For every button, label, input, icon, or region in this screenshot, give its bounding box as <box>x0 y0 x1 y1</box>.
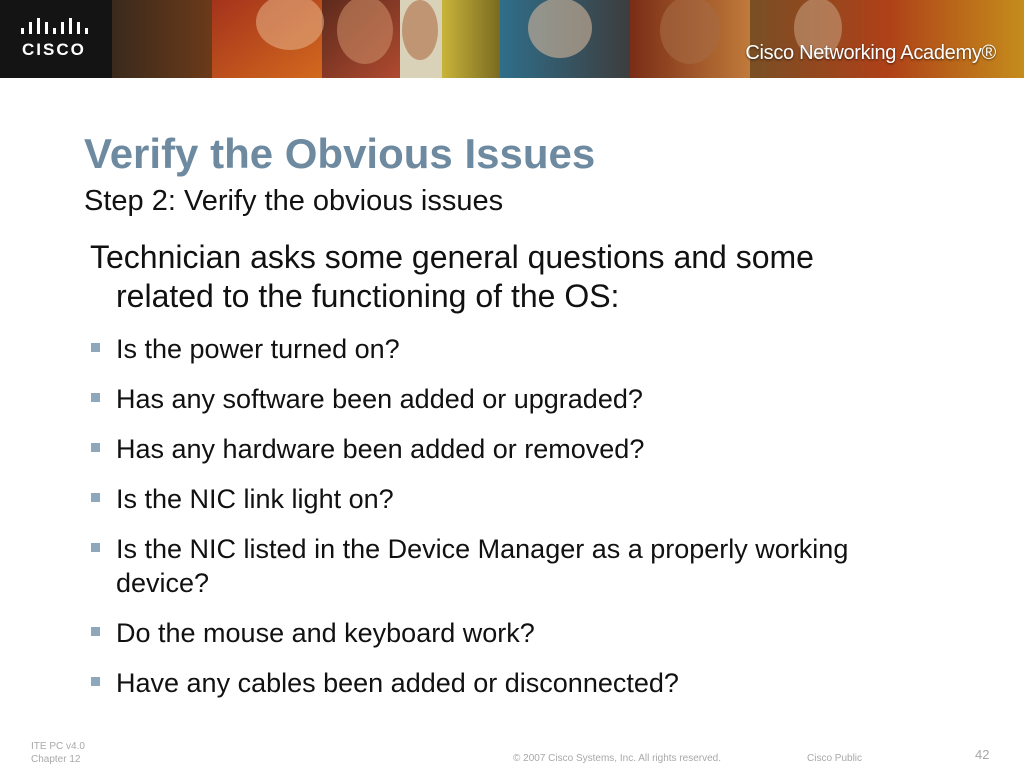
square-bullet-icon <box>91 343 100 352</box>
cisco-logo <box>0 0 112 78</box>
banner-photo-collage <box>0 0 1024 78</box>
list-item <box>88 382 888 416</box>
list-item-text: Is the NIC link light on? <box>116 484 394 514</box>
list-item-text: Has any software been added or upgraded? <box>116 384 643 414</box>
header-banner <box>0 0 1024 78</box>
list-item <box>88 666 888 700</box>
list-item-text: Has any hardware been added or removed? <box>116 434 645 464</box>
copyright-notice: © 2007 Cisco Systems, Inc. All rights reserved. <box>513 753 722 764</box>
chapter-label: Chapter 12 <box>31 754 81 765</box>
intro-text: Technician asks some general questions and some related to the functioning of the OS: <box>90 239 814 314</box>
page-number: 42 <box>975 747 990 762</box>
square-bullet-icon <box>91 493 100 502</box>
square-bullet-icon <box>91 443 100 452</box>
cisco-wordmark: CISCO <box>22 40 86 59</box>
list-item <box>88 482 888 516</box>
slide-title: Verify the Obvious Issues <box>84 130 596 177</box>
question-list <box>88 332 888 716</box>
square-bullet-icon <box>91 543 100 552</box>
list-item <box>88 432 888 466</box>
list-item-text: Have any cables been added or disconnected? <box>116 668 679 698</box>
square-bullet-icon <box>91 627 100 636</box>
list-item-text: Is the power turned on? <box>116 334 400 364</box>
academy-name: Cisco Networking Academy® <box>745 42 996 64</box>
square-bullet-icon <box>91 677 100 686</box>
list-item-text: Do the mouse and keyboard work? <box>116 618 535 648</box>
square-bullet-icon <box>91 393 100 402</box>
footer-course-info <box>31 740 85 766</box>
classification-label: Cisco Public <box>807 753 863 764</box>
list-item <box>88 532 888 600</box>
course-label: ITE PC v4.0 <box>31 741 85 752</box>
list-item <box>88 616 888 650</box>
list-item <box>88 332 888 366</box>
cisco-bridge-icon <box>19 18 93 36</box>
list-item-text: Is the NIC listed in the Device Manager as a properly working device? <box>116 534 849 598</box>
slide-subtitle: Step 2: Verify the obvious issues <box>84 185 504 217</box>
